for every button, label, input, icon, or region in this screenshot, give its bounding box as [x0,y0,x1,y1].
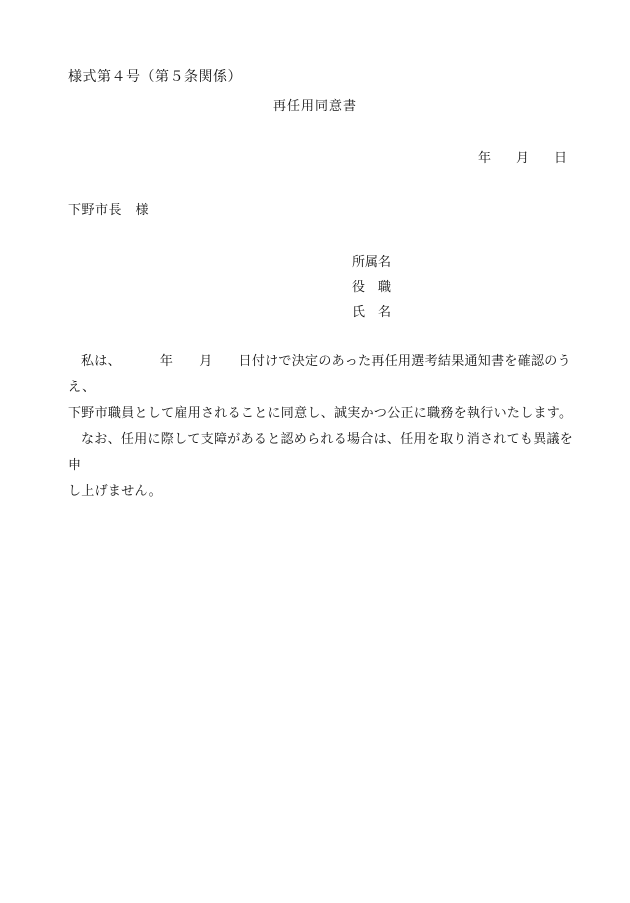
body-paragraph-1 [68,349,578,401]
body-paragraph-1-line-2: 下野市職員として雇用されることに同意し、誠実かつ公正に職務を執行いたします。 [68,406,573,421]
date-year-label: 年 [477,151,491,166]
form-number: 様式第４号（第５条関係） [68,69,242,85]
body-p1-rest: 日付けで決定のあった再任用選考結果通知書を確認のうえ、 [68,354,571,395]
addressee: 下野市長 様 [68,203,150,218]
body-text [68,349,578,505]
signer-name-label: 氏 名 [352,305,392,320]
date-line [478,147,567,166]
body-paragraph-2-line-2: し上げません。 [68,484,162,499]
body-p1-month: 月 [199,354,213,369]
body-p1-start: 私は、 [81,354,121,369]
signer-affiliation-label: 所属名 [352,255,392,270]
document-title: 再任用同意書 [272,99,357,114]
signer-position-label: 役 職 [352,280,392,295]
body-p1-year: 年 [159,354,174,369]
date-month-label: 月 [515,151,529,166]
body-p2-line1: なお、任用に際して支障があると認められる場合は、任用を取り消されても異議を申 [68,432,574,473]
signer-block [352,250,391,325]
date-day-label: 日 [553,151,567,166]
body-paragraph-2 [68,427,578,479]
